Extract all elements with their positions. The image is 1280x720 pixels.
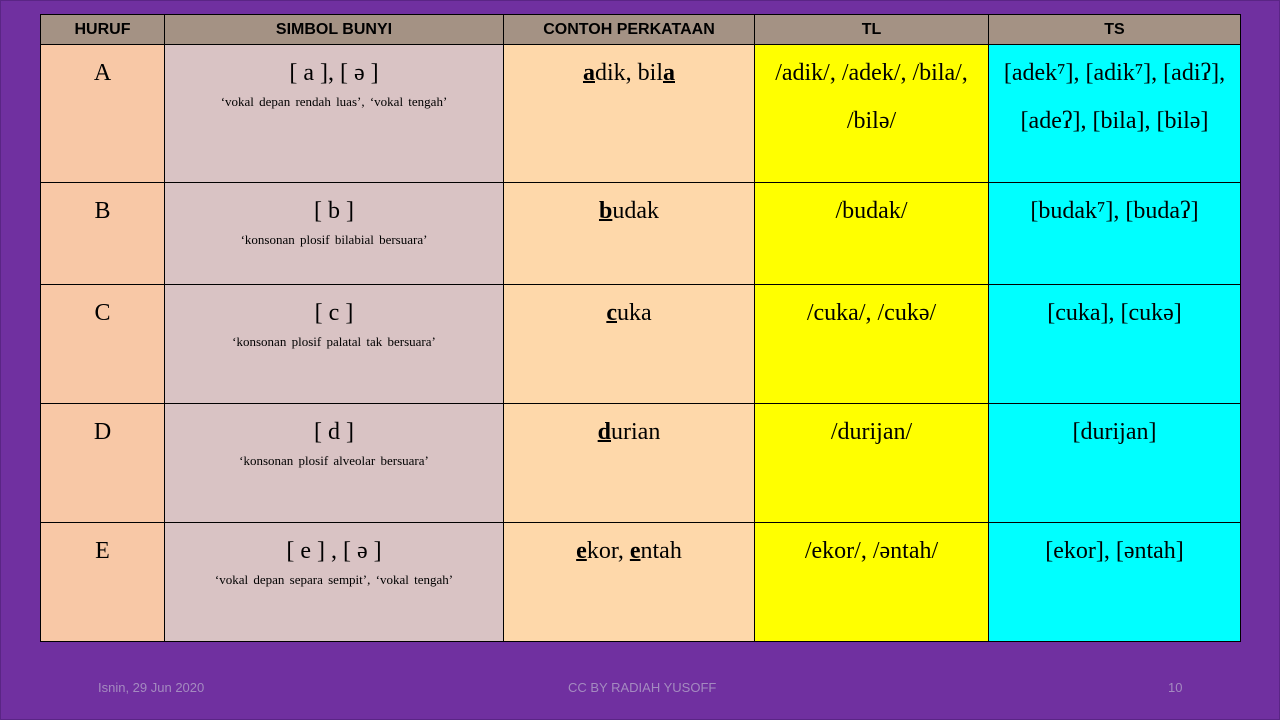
cell-simbol-bunyi xyxy=(165,285,504,404)
underlined-letter: a xyxy=(663,60,675,86)
cell-huruf xyxy=(41,183,165,285)
cell-simbol-bunyi xyxy=(165,523,504,642)
sound-symbol: [ d ] xyxy=(314,419,354,445)
ts-transcription: [budak⁷], [budaʔ] xyxy=(1030,198,1199,224)
word-remainder: uka xyxy=(617,300,652,326)
cell-huruf xyxy=(41,523,165,642)
cell-tl xyxy=(755,404,989,523)
footer-date: Isnin, 29 Jun 2020 xyxy=(98,680,205,695)
letter: A xyxy=(93,60,112,86)
cell-huruf xyxy=(41,45,165,183)
header-huruf: HURUF xyxy=(41,15,165,45)
letter: E xyxy=(95,538,110,564)
example-words xyxy=(504,285,754,329)
letter: C xyxy=(94,300,111,326)
sound-description: ‘vokal depan rendah luas’, ‘vokal tengah’ xyxy=(220,94,448,109)
cell-simbol-bunyi xyxy=(165,183,504,285)
table-row xyxy=(41,285,1241,404)
cell-tl xyxy=(755,45,989,183)
underlined-letter: e xyxy=(629,538,641,564)
ts-transcription: [ekor], [əntah] xyxy=(1045,538,1184,564)
word-remainder: urian xyxy=(611,419,661,445)
table-row xyxy=(41,523,1241,642)
sound-symbol: [ e ] , [ ə ] xyxy=(286,538,382,564)
cell-contoh-perkataan xyxy=(504,404,755,523)
header-ts: TS xyxy=(989,15,1241,45)
tl-transcription: /adik/, /adek/, /bila/, /bilə/ xyxy=(775,60,968,134)
ts-transcription: [cuka], [cukə] xyxy=(1047,300,1182,326)
example-words xyxy=(504,523,754,567)
cell-ts xyxy=(989,45,1241,183)
tl-transcription: /ekor/, /əntah/ xyxy=(804,538,939,564)
header-tl: TL xyxy=(755,15,989,45)
table-row xyxy=(41,183,1241,285)
letter: D xyxy=(93,419,112,445)
word-remainder: dik, bil xyxy=(594,60,663,86)
sound-description: ‘konsonan plosif palatal tak bersuara’ xyxy=(232,334,436,349)
table-row xyxy=(41,45,1241,183)
underlined-letter: b xyxy=(598,198,613,224)
table-header-row xyxy=(41,15,1241,45)
underlined-letter: e xyxy=(576,538,587,564)
sound-symbol: [ b ] xyxy=(314,198,354,224)
tl-transcription: /cuka/, /cukə/ xyxy=(806,300,937,326)
cell-tl xyxy=(755,523,989,642)
cell-contoh-perkataan xyxy=(504,285,755,404)
cell-huruf xyxy=(41,285,165,404)
cell-tl xyxy=(755,183,989,285)
sound-symbol: [ a ], [ ə ] xyxy=(289,60,379,86)
cell-huruf xyxy=(41,404,165,523)
cell-contoh-perkataan xyxy=(504,183,755,285)
cell-contoh-perkataan xyxy=(504,45,755,183)
cell-ts xyxy=(989,183,1241,285)
cell-tl xyxy=(755,285,989,404)
example-words xyxy=(504,404,754,448)
sound-description: ‘konsonan plosif bilabial bersuara’ xyxy=(240,232,428,247)
word-remainder: kor, xyxy=(586,538,630,564)
word-remainder: udak xyxy=(612,198,659,224)
cell-ts xyxy=(989,285,1241,404)
footer-page-number: 10 xyxy=(1168,680,1183,695)
sound-description: ‘konsonan plosif alveolar bersuara’ xyxy=(239,453,429,468)
phonetics-table xyxy=(40,14,1241,642)
cell-contoh-perkataan xyxy=(504,523,755,642)
sound-symbol: [ c ] xyxy=(314,300,354,326)
cell-simbol-bunyi xyxy=(165,45,504,183)
tl-transcription: /budak/ xyxy=(835,198,908,224)
underlined-letter: d xyxy=(597,419,612,445)
footer-credit: CC BY RADIAH YUSOFF xyxy=(568,680,717,695)
cell-ts xyxy=(989,404,1241,523)
letter: B xyxy=(94,198,111,224)
table-row xyxy=(41,404,1241,523)
underlined-letter: a xyxy=(582,60,595,86)
header-contoh-perkataan: CONTOH PERKATAAN xyxy=(504,15,755,45)
cell-ts xyxy=(989,523,1241,642)
word-remainder: ntah xyxy=(640,538,682,564)
sound-description: ‘vokal depan separa sempit’, ‘vokal tengah’ xyxy=(214,572,454,587)
ts-transcription: [durijan] xyxy=(1072,419,1157,445)
example-words xyxy=(504,45,754,89)
tl-transcription: /durijan/ xyxy=(830,419,913,445)
header-simbol-bunyi: SIMBOL BUNYI xyxy=(165,15,504,45)
ts-transcription: [adek⁷], [adik⁷], [adiʔ], [adeʔ], [bila], [bilə] xyxy=(1003,60,1226,134)
underlined-letter: c xyxy=(606,300,617,326)
example-words xyxy=(504,183,754,227)
cell-simbol-bunyi xyxy=(165,404,504,523)
